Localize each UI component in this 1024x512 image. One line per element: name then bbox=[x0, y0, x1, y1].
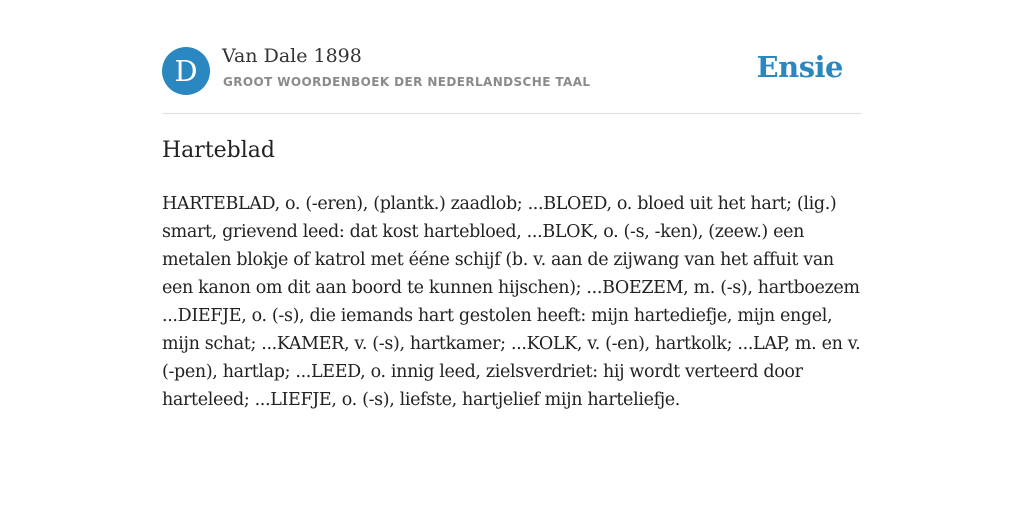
dictionary-subtitle: GROOT WOORDENBOEK DER NEDERLANDSCHE TAAL bbox=[223, 75, 591, 89]
ensie-logo[interactable]: Ensie bbox=[756, 50, 843, 84]
page bbox=[162, 0, 862, 410]
entry-headword: Harteblad bbox=[162, 138, 275, 163]
entry-definition: HARTEBLAD, o. (-eren), (plantk.) zaadlob; ...BLOED, o. bloed uit het hart; (lig.) smart, grievend leed: dat kost hartebloed, ...BLOK, o. (-s, -ken), (zeew.) een metalen blokje of katrol met ééne schijf (b. v. aan de zijwang van het affuit van een kanon om dit aan boord te kunnen hijschen); ...BOEZEM, m. (-s), hartboezem ...DIEFJE, o. (-s), die iemands hart gestolen heeft: mijn hartediefje, mijn engel, mijn schat; ...KAMER, v. (-s), hartkamer; ...KOLK, v. (-en), hartkolk; ...LAP, m. en v. (-pen), hartlap; ...LEED, o. innig leed, zielsverdriet: hij wordt verteerd door harteleed; ...LIEFJE, o. (-s), liefste, hartjelief mijn harteliefje. bbox=[162, 194, 861, 410]
dictionary-avatar[interactable]: D bbox=[162, 47, 210, 95]
dictionary-title[interactable]: Van Dale 1898 bbox=[222, 45, 362, 67]
header bbox=[162, 0, 862, 114]
